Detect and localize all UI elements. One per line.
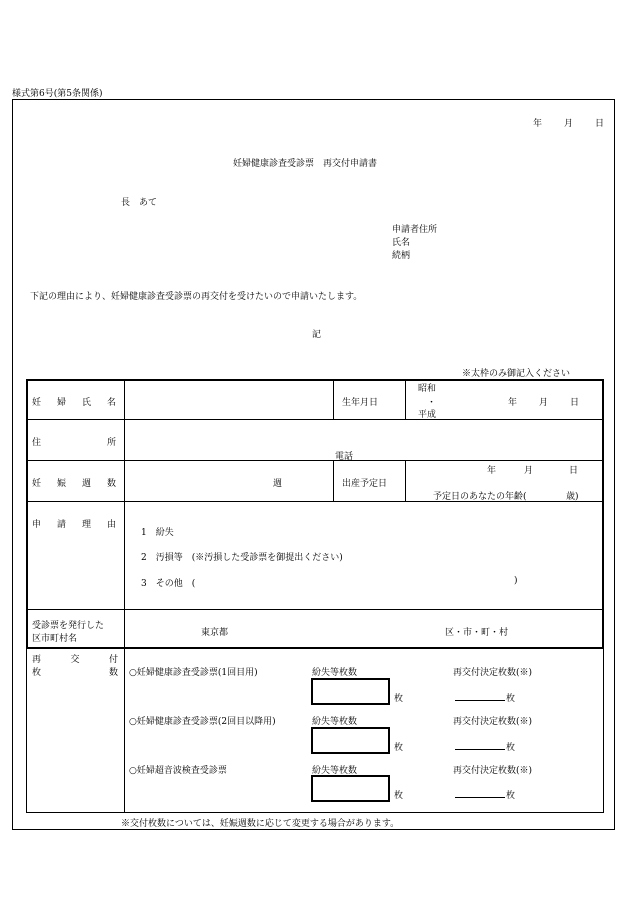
municipality-label-1: 受診票を発行した	[32, 621, 105, 631]
reason-1[interactable]: 1 紛失	[141, 528, 174, 538]
reason-3-open[interactable]: 3 その他 (	[141, 579, 196, 589]
weeks-label: 妊 娠 週 数	[32, 479, 116, 489]
applicant-relation-label: 続柄	[392, 251, 411, 261]
ticket-2-decided-line	[455, 749, 505, 750]
footnote: ※交付枚数については、妊娠週数に応じて変更する場合があります。	[121, 819, 400, 829]
reason-label: 申 請 理 由	[32, 520, 116, 530]
address-label: 住 所	[32, 438, 116, 448]
age-suffix: 歳)	[566, 492, 579, 502]
applicant-name-label: 氏名	[392, 238, 411, 248]
phone-label: 電話	[335, 452, 354, 462]
pregnant-name-label: 妊 婦 氏 名	[32, 398, 116, 408]
age-prefix: 予定日のあなたの年齢(	[433, 492, 527, 502]
applicant-address-label: 申請者住所	[392, 225, 438, 235]
ticket-1-decided-line	[455, 700, 505, 701]
due-year: 年	[487, 466, 497, 476]
reason-2[interactable]: 2 汚損等 (※汚損した受診票を御提出ください)	[141, 553, 343, 563]
reissue-label-2: 枚 数	[32, 668, 118, 678]
date-day: 日	[595, 119, 605, 129]
ticket-1-lost-label: 紛失等枚数	[312, 668, 358, 678]
due-date-label: 出産予定日	[342, 479, 388, 489]
ticket-1-lost-input[interactable]	[311, 678, 390, 705]
ticket-2-lost-label: 紛失等枚数	[312, 717, 358, 727]
era-showa: 昭和	[418, 384, 437, 394]
municipality-field[interactable]	[240, 612, 440, 646]
era-heisei: 平成	[418, 410, 437, 420]
ticket-3-decided-label: 再交付決定枚数(※)	[453, 766, 533, 776]
ku-shi-label: 区・市・町・村	[445, 628, 509, 638]
ticket-1-decided-unit: 枚	[506, 694, 516, 704]
birth-day: 日	[570, 398, 580, 408]
reason-3-close: )	[514, 576, 518, 586]
tokyo-label: 東京都	[201, 628, 229, 638]
ticket-3-name: ○妊婦超音波検査受診票	[129, 766, 227, 776]
date-year: 年	[533, 119, 543, 129]
ticket-3-decided-unit: 枚	[506, 791, 516, 801]
week-unit: 週	[273, 479, 283, 489]
intro-text: 下記の理由により、妊婦健康診査受診票の再交付を受けたいので申請いたします。	[30, 292, 363, 302]
date-month: 月	[564, 119, 574, 129]
ki-heading: 記	[312, 330, 322, 340]
ticket-2-decided-unit: 枚	[506, 743, 516, 753]
ticket-2-name: ○妊婦健康診査受診票(2回目以降用)	[129, 717, 276, 727]
era-dot: ・	[427, 398, 437, 408]
addressee: 長 あて	[121, 198, 158, 208]
pregnant-name-field[interactable]	[125, 381, 332, 419]
address-field[interactable]	[125, 420, 601, 460]
birth-month: 月	[539, 398, 549, 408]
ticket-1-decided-label: 再交付決定枚数(※)	[453, 668, 533, 678]
birth-year: 年	[508, 398, 518, 408]
form-number: 様式第6号(第5条関係)	[12, 89, 103, 99]
ticket-3-unit: 枚	[394, 791, 404, 801]
ticket-3-decided-line	[455, 797, 505, 798]
ticket-1-name: ○妊婦健康診査受診票(1回目用)	[129, 668, 258, 678]
ticket-1-unit: 枚	[394, 694, 404, 704]
reissue-label-1: 再 交 付	[32, 655, 118, 665]
due-month: 月	[524, 466, 534, 476]
due-day: 日	[569, 466, 579, 476]
ticket-3-lost-input[interactable]	[311, 775, 390, 802]
note-top: ※太枠のみ御記入ください	[462, 369, 571, 379]
ticket-3-lost-label: 紛失等枚数	[312, 766, 358, 776]
municipality-label-2: 区市町村名	[32, 634, 78, 644]
ticket-2-lost-input[interactable]	[311, 727, 390, 754]
birthdate-label: 生年月日	[342, 398, 379, 408]
ticket-2-decided-label: 再交付決定枚数(※)	[453, 717, 533, 727]
weeks-field[interactable]	[125, 461, 270, 501]
ticket-2-unit: 枚	[394, 743, 404, 753]
page-title: 妊婦健康診査受診票 再交付申請書	[233, 159, 378, 169]
